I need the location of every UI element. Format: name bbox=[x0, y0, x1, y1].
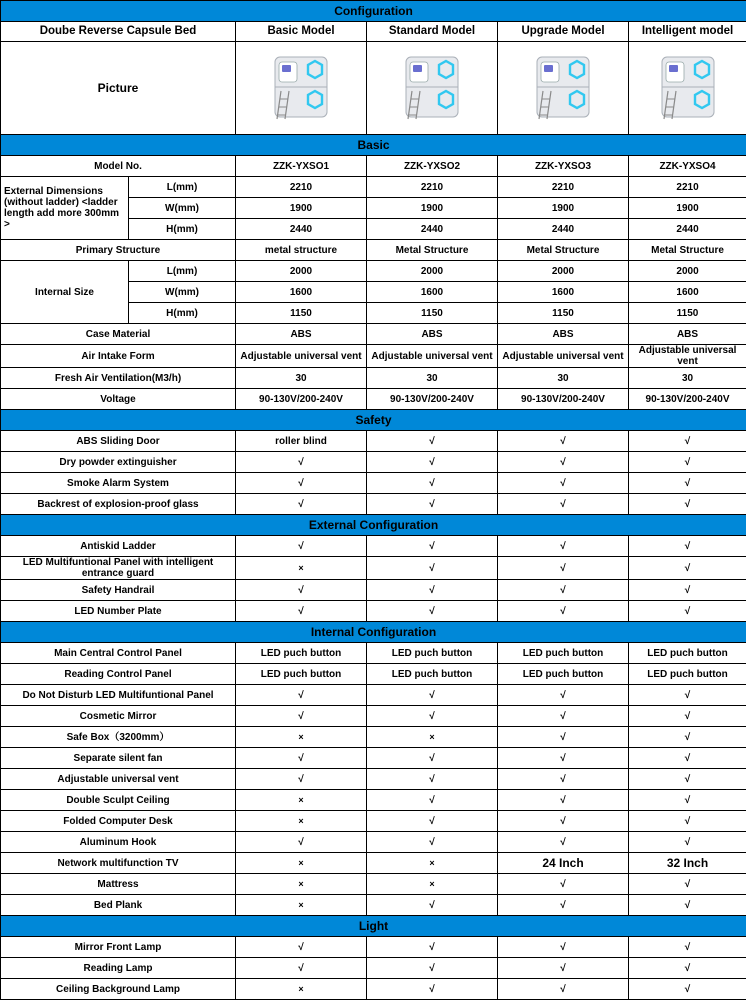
row-value: 2210 bbox=[367, 177, 498, 198]
row-value: √ bbox=[367, 790, 498, 811]
row-value: √ bbox=[629, 536, 746, 557]
section-row-external bbox=[1, 515, 746, 536]
row-value: √ bbox=[498, 958, 629, 979]
internal-row bbox=[1, 685, 746, 706]
row-value: Adjustable universal vent bbox=[629, 345, 746, 368]
row-value: 1150 bbox=[236, 303, 367, 324]
row-value: √ bbox=[498, 748, 629, 769]
row-value: LED puch button bbox=[629, 643, 746, 664]
row-value: × bbox=[367, 874, 498, 895]
model-header: Standard Model bbox=[367, 22, 498, 42]
row-value: √ bbox=[498, 790, 629, 811]
row-value: √ bbox=[367, 895, 498, 916]
row-label: Air Intake Form bbox=[1, 345, 236, 368]
row-value: 2210 bbox=[629, 177, 746, 198]
picture-label: Picture bbox=[1, 42, 236, 135]
row-label: ABS Sliding Door bbox=[1, 431, 236, 452]
row-value: √ bbox=[236, 832, 367, 853]
row-label: Smoke Alarm System bbox=[1, 473, 236, 494]
row-value: ABS bbox=[236, 324, 367, 345]
row-value: √ bbox=[498, 874, 629, 895]
row-value: √ bbox=[236, 937, 367, 958]
row-label: Backrest of explosion-proof glass bbox=[1, 494, 236, 515]
row-value: √ bbox=[367, 557, 498, 580]
row-label: LED Multifuntional Panel with intelligent entrance guard bbox=[1, 557, 236, 580]
row-value: √ bbox=[236, 452, 367, 473]
row-value: √ bbox=[236, 473, 367, 494]
row-value: √ bbox=[498, 979, 629, 1000]
row-value: 1600 bbox=[367, 282, 498, 303]
bed-image-cell bbox=[367, 42, 498, 135]
internal-row bbox=[1, 895, 746, 916]
row-value: √ bbox=[629, 979, 746, 1000]
row-value: 1150 bbox=[367, 303, 498, 324]
row-value: Adjustable universal vent bbox=[367, 345, 498, 368]
row-value: √ bbox=[629, 494, 746, 515]
row-value: × bbox=[236, 811, 367, 832]
internal-row bbox=[1, 874, 746, 895]
internal-row bbox=[1, 706, 746, 727]
row-value: √ bbox=[629, 580, 746, 601]
row-label: Primary Structure bbox=[1, 240, 236, 261]
section-header-internal: Internal Configuration bbox=[1, 622, 746, 643]
row-value: 2210 bbox=[236, 177, 367, 198]
product-name: Doube Reverse Capsule Bed bbox=[1, 22, 236, 42]
capsule-bed-image bbox=[238, 53, 364, 123]
row-label: Model No. bbox=[1, 156, 236, 177]
row-value: 1150 bbox=[629, 303, 746, 324]
dimension-label: H(mm) bbox=[129, 219, 236, 240]
row-value: ZZK-YXSO4 bbox=[629, 156, 746, 177]
row-value: √ bbox=[498, 832, 629, 853]
dimension-label: W(mm) bbox=[129, 198, 236, 219]
row-label: Separate silent fan bbox=[1, 748, 236, 769]
internal-row bbox=[1, 811, 746, 832]
row-value: 2000 bbox=[498, 261, 629, 282]
internal-row bbox=[1, 664, 746, 685]
row-value: √ bbox=[367, 431, 498, 452]
safety-row bbox=[1, 473, 746, 494]
capsule-bed-image bbox=[500, 53, 626, 123]
row-value: 24 Inch bbox=[498, 853, 629, 874]
primary-structure-row bbox=[1, 240, 746, 261]
row-value: √ bbox=[629, 769, 746, 790]
row-value: √ bbox=[236, 601, 367, 622]
row-value: ZZK-YXSO2 bbox=[367, 156, 498, 177]
config-table-body bbox=[1, 1, 746, 1000]
row-value: √ bbox=[498, 769, 629, 790]
row-value: √ bbox=[629, 473, 746, 494]
section-header-safety: Safety bbox=[1, 410, 746, 431]
row-label: Reading Control Panel bbox=[1, 664, 236, 685]
model-header: Basic Model bbox=[236, 22, 367, 42]
row-value: √ bbox=[498, 601, 629, 622]
internal-row bbox=[1, 643, 746, 664]
dimension-label: W(mm) bbox=[129, 282, 236, 303]
row-label: Safety Handrail bbox=[1, 580, 236, 601]
internal-row bbox=[1, 853, 746, 874]
row-value: √ bbox=[367, 748, 498, 769]
row-value: 1600 bbox=[498, 282, 629, 303]
row-value: √ bbox=[629, 895, 746, 916]
row-value: √ bbox=[498, 727, 629, 748]
header-row bbox=[1, 22, 746, 42]
row-value: √ bbox=[236, 748, 367, 769]
row-label: Mattress bbox=[1, 874, 236, 895]
row-value: √ bbox=[236, 958, 367, 979]
row-value: × bbox=[236, 727, 367, 748]
picture-row bbox=[1, 42, 746, 135]
row-label: Aluminum Hook bbox=[1, 832, 236, 853]
row-value: √ bbox=[367, 958, 498, 979]
row-value: √ bbox=[629, 832, 746, 853]
row-label: Reading Lamp bbox=[1, 958, 236, 979]
row-value: 1900 bbox=[367, 198, 498, 219]
row-value: √ bbox=[629, 706, 746, 727]
row-value: √ bbox=[367, 706, 498, 727]
row-label: Antiskid Ladder bbox=[1, 536, 236, 557]
row-value: √ bbox=[629, 790, 746, 811]
row-value: × bbox=[236, 979, 367, 1000]
row-value: 1600 bbox=[236, 282, 367, 303]
light-row bbox=[1, 979, 746, 1000]
row-value: √ bbox=[236, 536, 367, 557]
int-size-label: Internal Size bbox=[1, 261, 129, 324]
row-value: 1150 bbox=[498, 303, 629, 324]
row-value: √ bbox=[367, 473, 498, 494]
row-value: LED puch button bbox=[498, 643, 629, 664]
row-value: √ bbox=[236, 494, 367, 515]
model-no-row bbox=[1, 156, 746, 177]
row-label: Safe Box（3200mm） bbox=[1, 727, 236, 748]
row-label: Case Material bbox=[1, 324, 236, 345]
row-value: √ bbox=[498, 895, 629, 916]
row-value: ABS bbox=[498, 324, 629, 345]
external-row bbox=[1, 601, 746, 622]
row-value: √ bbox=[236, 706, 367, 727]
row-label: Main Central Control Panel bbox=[1, 643, 236, 664]
row-value: × bbox=[367, 853, 498, 874]
row-value: Adjustable universal vent bbox=[498, 345, 629, 368]
row-value: × bbox=[236, 895, 367, 916]
row-value: Metal Structure bbox=[498, 240, 629, 261]
row-value: √ bbox=[498, 685, 629, 706]
row-label: LED Number Plate bbox=[1, 601, 236, 622]
safety-row bbox=[1, 431, 746, 452]
row-value: 2440 bbox=[367, 219, 498, 240]
row-value: √ bbox=[367, 832, 498, 853]
light-row bbox=[1, 958, 746, 979]
row-value: 90-130V/200-240V bbox=[236, 389, 367, 410]
external-row bbox=[1, 580, 746, 601]
row-value: √ bbox=[367, 811, 498, 832]
row-value: 1600 bbox=[629, 282, 746, 303]
row-value: × bbox=[236, 874, 367, 895]
row-value: √ bbox=[629, 685, 746, 706]
row-value: √ bbox=[498, 937, 629, 958]
row-value: LED puch button bbox=[367, 664, 498, 685]
fresh-air-row bbox=[1, 368, 746, 389]
row-value: × bbox=[236, 790, 367, 811]
row-value: metal structure bbox=[236, 240, 367, 261]
row-value: 90-130V/200-240V bbox=[498, 389, 629, 410]
row-value: √ bbox=[498, 557, 629, 580]
row-value: 2000 bbox=[236, 261, 367, 282]
row-value: LED puch button bbox=[498, 664, 629, 685]
row-value: 32 Inch bbox=[629, 853, 746, 874]
row-value: roller blind bbox=[236, 431, 367, 452]
row-value: √ bbox=[498, 452, 629, 473]
row-value: Adjustable universal vent bbox=[236, 345, 367, 368]
capsule-bed-image bbox=[631, 53, 744, 123]
capsule-bed-image bbox=[369, 53, 495, 123]
ext-dims-row-l bbox=[1, 177, 746, 198]
row-value: 2210 bbox=[498, 177, 629, 198]
row-value: √ bbox=[629, 937, 746, 958]
row-value: × bbox=[367, 727, 498, 748]
row-value: LED puch button bbox=[236, 664, 367, 685]
model-header: Intelligent model bbox=[629, 22, 746, 42]
row-value: √ bbox=[498, 706, 629, 727]
dimension-label: H(mm) bbox=[129, 303, 236, 324]
dimension-label: L(mm) bbox=[129, 177, 236, 198]
row-value: 1900 bbox=[236, 198, 367, 219]
air-intake-row bbox=[1, 345, 746, 368]
safety-row bbox=[1, 452, 746, 473]
row-value: 90-130V/200-240V bbox=[629, 389, 746, 410]
safety-row bbox=[1, 494, 746, 515]
row-value: √ bbox=[367, 601, 498, 622]
row-value: √ bbox=[629, 958, 746, 979]
row-value: Metal Structure bbox=[629, 240, 746, 261]
internal-row bbox=[1, 832, 746, 853]
row-label: Voltage bbox=[1, 389, 236, 410]
row-value: 2440 bbox=[498, 219, 629, 240]
row-value: √ bbox=[367, 979, 498, 1000]
row-value: √ bbox=[367, 685, 498, 706]
row-value: √ bbox=[367, 494, 498, 515]
row-label: Bed Plank bbox=[1, 895, 236, 916]
bed-image-cell bbox=[629, 42, 746, 135]
row-label: Cosmetic Mirror bbox=[1, 706, 236, 727]
row-value: √ bbox=[236, 685, 367, 706]
row-label: Do Not Disturb LED Multifuntional Panel bbox=[1, 685, 236, 706]
row-label: Folded Computer Desk bbox=[1, 811, 236, 832]
row-value: √ bbox=[498, 580, 629, 601]
row-value: ZZK-YXSO1 bbox=[236, 156, 367, 177]
row-value: √ bbox=[367, 580, 498, 601]
external-row bbox=[1, 536, 746, 557]
row-value: √ bbox=[629, 727, 746, 748]
row-value: 30 bbox=[367, 368, 498, 389]
row-label: Double Sculpt Ceiling bbox=[1, 790, 236, 811]
row-value: ABS bbox=[367, 324, 498, 345]
row-value: Metal Structure bbox=[367, 240, 498, 261]
row-value: √ bbox=[629, 452, 746, 473]
row-value: 2000 bbox=[629, 261, 746, 282]
row-value: √ bbox=[367, 452, 498, 473]
row-value: √ bbox=[629, 811, 746, 832]
row-value: 1900 bbox=[629, 198, 746, 219]
section-row-basic bbox=[1, 135, 746, 156]
row-label: Mirror Front Lamp bbox=[1, 937, 236, 958]
row-value: × bbox=[236, 557, 367, 580]
row-value: √ bbox=[498, 431, 629, 452]
internal-row bbox=[1, 727, 746, 748]
row-value: × bbox=[236, 853, 367, 874]
title-row bbox=[1, 1, 746, 22]
internal-row bbox=[1, 748, 746, 769]
row-label: Adjustable universal vent bbox=[1, 769, 236, 790]
bed-image-cell bbox=[498, 42, 629, 135]
row-label: Network multifunction TV bbox=[1, 853, 236, 874]
section-header-external: External Configuration bbox=[1, 515, 746, 536]
row-label: Ceiling Background Lamp bbox=[1, 979, 236, 1000]
section-header-basic: Basic bbox=[1, 135, 746, 156]
int-size-row-l bbox=[1, 261, 746, 282]
row-value: 30 bbox=[498, 368, 629, 389]
row-value: √ bbox=[629, 601, 746, 622]
external-row bbox=[1, 557, 746, 580]
section-row-light bbox=[1, 916, 746, 937]
bed-image-cell bbox=[236, 42, 367, 135]
row-value: √ bbox=[498, 494, 629, 515]
internal-row bbox=[1, 769, 746, 790]
row-value: LED puch button bbox=[629, 664, 746, 685]
row-value: √ bbox=[498, 473, 629, 494]
internal-row bbox=[1, 790, 746, 811]
voltage-row bbox=[1, 389, 746, 410]
row-value: ABS bbox=[629, 324, 746, 345]
row-value: 2000 bbox=[367, 261, 498, 282]
row-value: √ bbox=[236, 580, 367, 601]
row-value: LED puch button bbox=[236, 643, 367, 664]
section-row-internal bbox=[1, 622, 746, 643]
model-header: Upgrade Model bbox=[498, 22, 629, 42]
row-value: √ bbox=[498, 811, 629, 832]
row-value: √ bbox=[629, 874, 746, 895]
case-material-row bbox=[1, 324, 746, 345]
row-label: Fresh Air Ventilation(M3/h) bbox=[1, 368, 236, 389]
row-value: ZZK-YXSO3 bbox=[498, 156, 629, 177]
row-value: √ bbox=[367, 536, 498, 557]
row-value: √ bbox=[367, 769, 498, 790]
row-value: √ bbox=[236, 769, 367, 790]
section-row-safety bbox=[1, 410, 746, 431]
section-header-light: Light bbox=[1, 916, 746, 937]
dimension-label: L(mm) bbox=[129, 261, 236, 282]
ext-dims-label: External Dimensions (without ladder) <ladder length add more 300mm > bbox=[1, 177, 129, 240]
row-value: √ bbox=[629, 557, 746, 580]
row-value: 1900 bbox=[498, 198, 629, 219]
row-value: √ bbox=[629, 748, 746, 769]
row-value: 30 bbox=[629, 368, 746, 389]
row-value: 30 bbox=[236, 368, 367, 389]
table-title: Configuration bbox=[1, 1, 746, 22]
row-value: 2440 bbox=[236, 219, 367, 240]
row-value: √ bbox=[629, 431, 746, 452]
row-value: √ bbox=[498, 536, 629, 557]
row-value: √ bbox=[367, 937, 498, 958]
row-value: 90-130V/200-240V bbox=[367, 389, 498, 410]
light-row bbox=[1, 937, 746, 958]
row-value: LED puch button bbox=[367, 643, 498, 664]
row-label: Dry powder extinguisher bbox=[1, 452, 236, 473]
row-value: 2440 bbox=[629, 219, 746, 240]
